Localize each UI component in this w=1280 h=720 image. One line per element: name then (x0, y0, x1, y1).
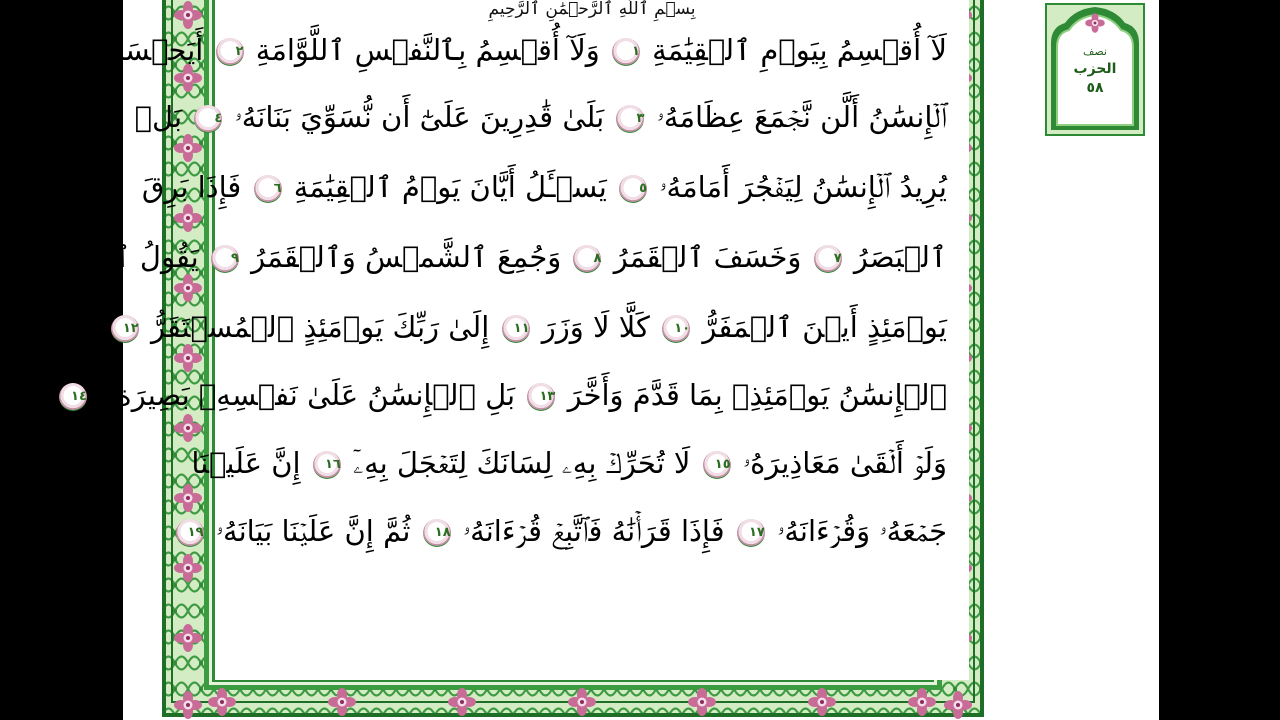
ayah-number-marker: ١٧ (737, 519, 765, 547)
quran-line (141, 161, 947, 213)
verse-text: يُرِيدُ ٱلۡإِنسَٰنُ لِيَفۡجُرَ أَمَامَهُۥ (659, 170, 947, 204)
verse-text: ثُمَّ إِنَّ عَلَيۡنَا بَيَانَهُۥ (215, 514, 411, 548)
quran-line (22, 231, 947, 283)
verse-text: يَوۡمَئِذٍ أَيۡنَ ٱلۡمَفَرُّ (702, 310, 947, 344)
ayah-number-marker: ٧ (814, 245, 842, 273)
ayah-number-marker: ٥ (619, 175, 647, 203)
ayah-number-marker: ٨ (573, 245, 601, 273)
ayah-number-marker: ١٤ (59, 383, 87, 411)
verse-text: ٱلۡإِنسَٰنُ أَلَّن نَّجۡمَعَ عِظَامَهُۥ (656, 100, 947, 134)
ayah-number-marker: ٦ (254, 175, 282, 203)
verse-text: يَسۡـَٔلُ أَيَّانَ يَوۡمُ ٱلۡقِيَٰمَةِ (293, 170, 607, 204)
basmala: بِسۡمِ ٱللَّهِ ٱلرَّحۡمَٰنِ ٱلرَّحِيمِ (488, 0, 696, 19)
verse-text: لَآ أُقۡسِمُ بِيَوۡمِ ٱلۡقِيَٰمَةِ (652, 33, 947, 67)
hizb-fraction: نصف (1083, 45, 1107, 58)
ayah-number-marker: ٩ (211, 245, 239, 273)
ayah-number-marker: ٤ (194, 105, 222, 133)
ayah-number-marker: ٢ (216, 38, 244, 66)
quran-line (96, 24, 947, 76)
quran-line (191, 437, 947, 489)
verse-text: كَلَّا لَا وَزَرَ (541, 310, 650, 344)
verse-text: إِنَّ عَلَيۡنَا (191, 446, 301, 480)
verse-text: وَلَوۡ أَلۡقَىٰ مَعَاذِيرَهُۥ (742, 446, 947, 480)
verse-text: وَخَسَفَ ٱلۡقَمَرُ (613, 240, 802, 274)
verse-text: إِلَىٰ رَبِّكَ يَوۡمَئِذٍ ٱلۡمُسۡتَقَرُّ (151, 310, 490, 344)
verse-text: فَإِذَا بَرِقَ (141, 170, 242, 204)
verse-text: ٱلۡبَصَرُ (853, 240, 947, 274)
ayah-number-marker: ١٨ (423, 519, 451, 547)
ayah-number-marker: ١٢ (111, 315, 139, 343)
verse-text: يَقُولُ ٱلۡإِنسَٰنُ (22, 240, 199, 274)
verse-text: وَلَآ أُقۡسِمُ بِٱلنَّفۡسِ ٱللَّوَّامَةِ (255, 33, 600, 67)
verse-text: بَلۡ (134, 100, 183, 134)
hizb-word: الحزب (1073, 61, 1117, 77)
hizb-label (1062, 45, 1128, 97)
quran-line (187, 505, 947, 557)
text-block (22, 0, 969, 680)
ayah-number-marker: ١ (612, 38, 640, 66)
verse-text: جَمۡعَهُۥ وَقُرۡءَانَهُۥ (777, 514, 947, 548)
hizb-number: ٥٨ (1086, 80, 1104, 96)
ayah-number-marker: ١٥ (703, 451, 731, 479)
ayah-number-marker: ١١ (502, 315, 530, 343)
verse-text: لَا تُحَرِّكۡ بِهِۦ لِسَانَكَ لِتَعۡجَلَ بِهِۦٓ (353, 446, 691, 480)
verse-text: بَلِ ٱلۡإِنسَٰنُ عَلَىٰ نَفۡسِهِۦ بَصِيرَةٞ (99, 378, 516, 412)
verse-text: ٱلۡإِنسَٰنُ يَوۡمَئِذِۭ بِمَا قَدَّمَ وَأَخَّرَ (567, 378, 947, 412)
verse-text: وَجُمِعَ ٱلشَّمۡسُ وَٱلۡقَمَرُ (251, 240, 562, 274)
verse-text: فَإِذَا قَرَأۡنَٰهُ فَٱتَّبِعۡ قُرۡءَانَهُۥ (462, 514, 725, 548)
ayah-number-marker: ٣ (616, 105, 644, 133)
ayah-number-marker: ١٩ (176, 519, 204, 547)
ayah-number-marker: ١٠ (662, 315, 690, 343)
quran-line (71, 369, 947, 421)
ayah-number-marker: ١٦ (313, 451, 341, 479)
ayah-number-marker: ١٣ (527, 383, 555, 411)
quran-line (49, 301, 947, 353)
quran-line (134, 91, 947, 143)
verse-text: أَيَحۡسَبُ (96, 33, 204, 67)
verse-text: بَلَىٰ قَٰدِرِينَ عَلَىٰٓ أَن نُّسَوِّيَ بَنَانَهُۥ (234, 100, 605, 134)
verse-text: يُنَبَّؤُاْ (49, 310, 99, 344)
